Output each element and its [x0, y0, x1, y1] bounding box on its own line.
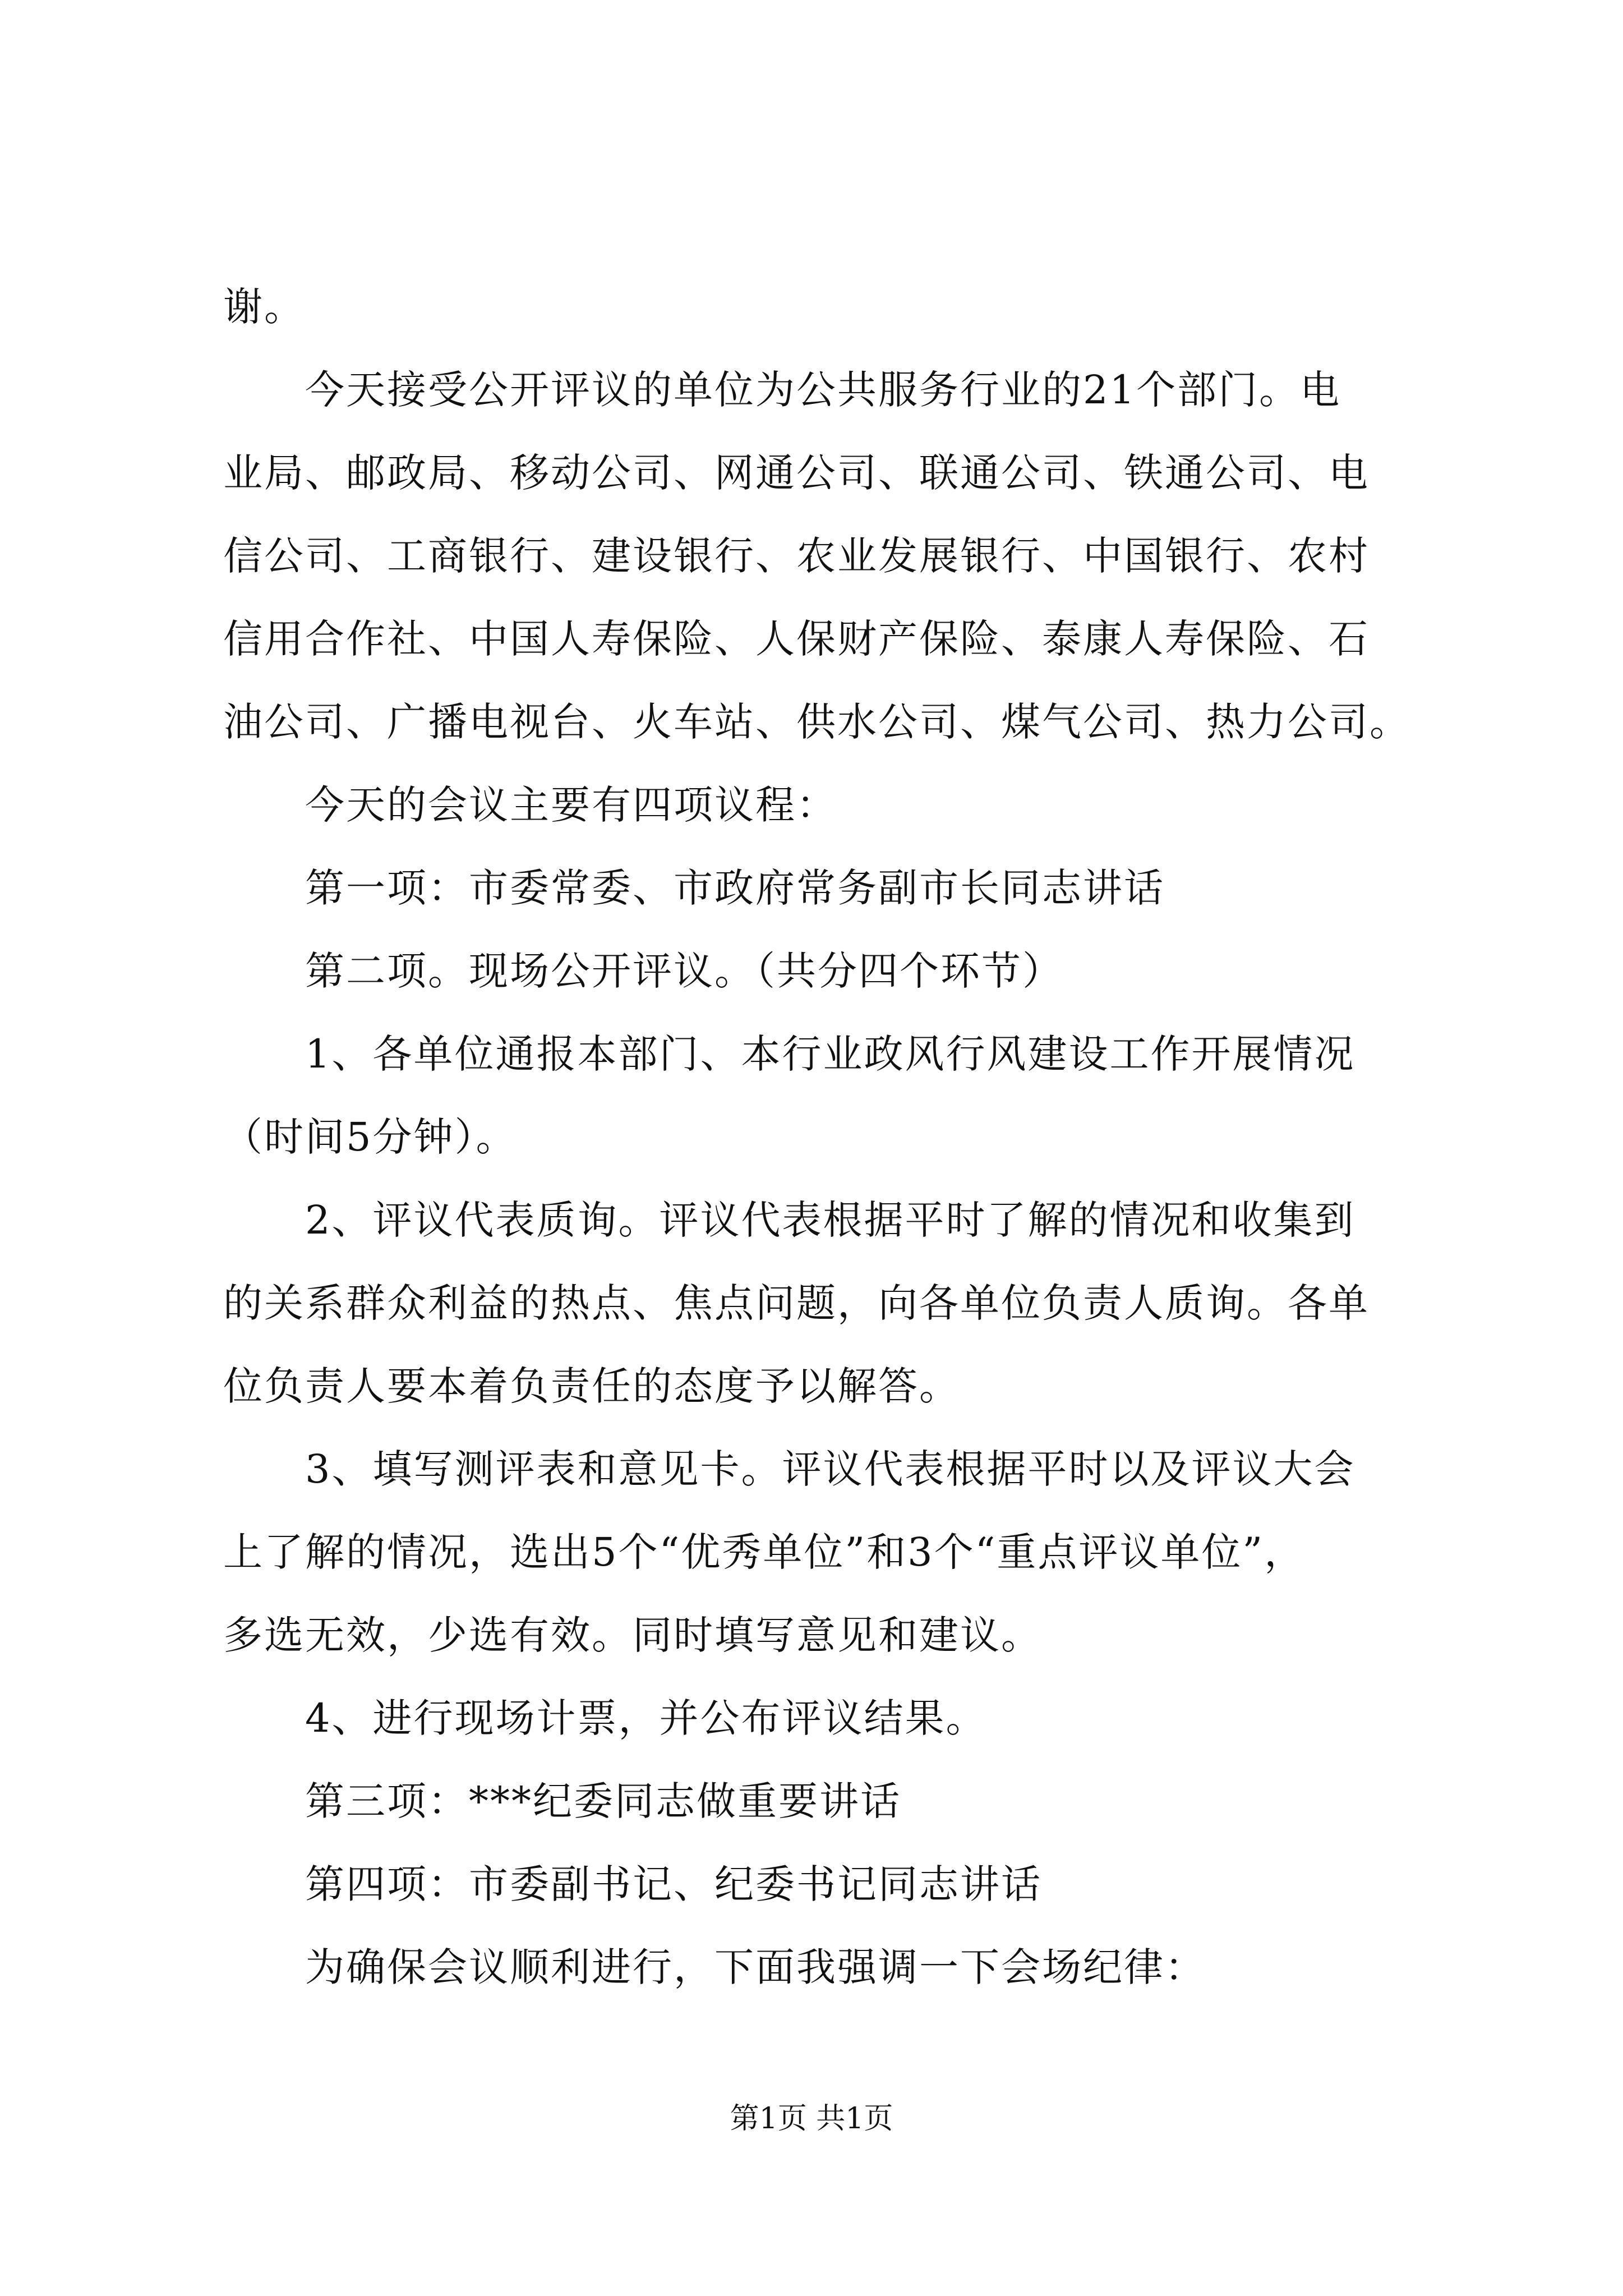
text-line: 为确保会议顺利进行，下面我强调一下会场纪律： — [305, 1944, 1206, 1990]
text-line: 今天接受公开评议的单位为公共服务行业的21个部门。电 — [305, 367, 1341, 413]
text-line: 多选无效，少选有效。同时填写意见和建议。 — [223, 1612, 1042, 1658]
text-line: 4、进行现场计票，并公布评议结果。 — [305, 1695, 987, 1741]
text-line: 第三项：***纪委同志做重要讲话 — [305, 1778, 901, 1824]
text-line: 1、各单位通报本部门、本行业政风行风建设工作开展情况 — [305, 1031, 1355, 1077]
text-line: 上了解的情况，选出5个“优秀单位”和3个“重点评议单位”， — [223, 1529, 1306, 1575]
text-line: 信用合作社、中国人寿保险、人保财产保险、泰康人寿保险、石 — [223, 616, 1370, 662]
page-number-footer: 第1页 共1页 — [730, 2102, 893, 2136]
text-line: （时间5分钟）。 — [223, 1114, 517, 1160]
text-line: 业局、邮政局、移动公司、网通公司、联通公司、铁通公司、电 — [223, 450, 1370, 496]
text-line: 谢。 — [223, 284, 305, 330]
text-line: 位负责人要本着负责任的态度予以解答。 — [223, 1363, 960, 1409]
text-line: 第一项：市委常委、市政府常务副市长同志讲话 — [305, 865, 1165, 911]
text-line: 第四项：市委副书记、纪委书记同志讲话 — [305, 1861, 1042, 1907]
text-line: 2、评议代表质询。评议代表根据平时了解的情况和收集到 — [305, 1197, 1355, 1243]
text-line: 的关系群众利益的热点、焦点问题，向各单位负责人质询。各单 — [223, 1280, 1370, 1326]
text-line: 信公司、工商银行、建设银行、农业发展银行、中国银行、农村 — [223, 533, 1370, 579]
text-line: 3、填写测评表和意见卡。评议代表根据平时以及评议大会 — [305, 1446, 1355, 1492]
text-line: 第二项。现场公开评议。（共分四个环节） — [305, 948, 1063, 994]
text-line: 油公司、广播电视台、火车站、供水公司、煤气公司、热力公司。 — [223, 699, 1410, 745]
document-body — [223, 265, 1435, 2009]
text-line: 今天的会议主要有四项议程： — [305, 782, 837, 828]
